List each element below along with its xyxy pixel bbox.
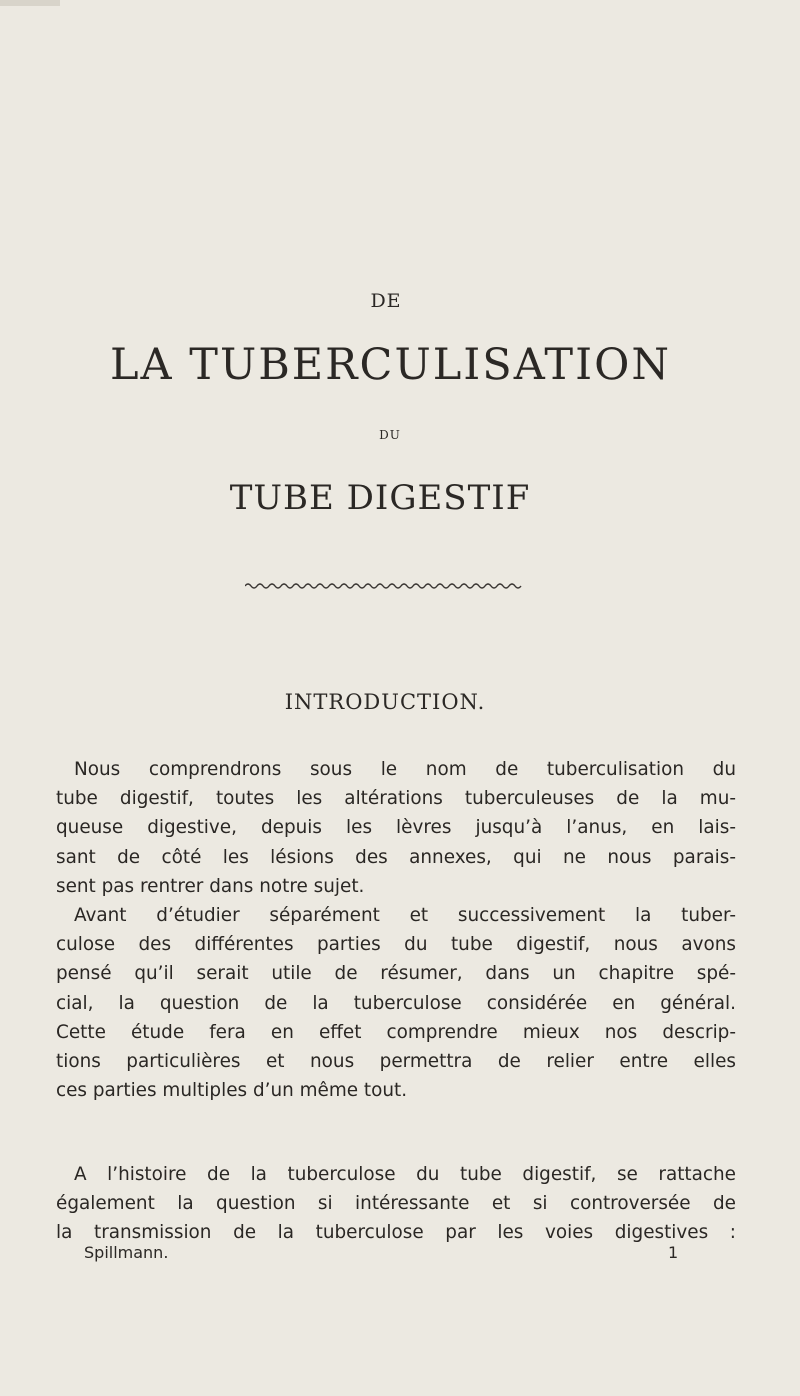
- paragraph-line: pensé qu’il serait utile de résumer, dans un chapitre spé-: [56, 963, 736, 985]
- paragraph-line: Avant d’étudier séparément et successivement la tuber-: [74, 905, 736, 926]
- wavy-rule-ornament: [245, 580, 523, 590]
- paragraph-line: tube digestif, toutes les altérations tuberculeuses de la mu-: [56, 788, 736, 810]
- paragraph-2: [56, 901, 736, 1105]
- page-number: 1: [668, 1243, 679, 1262]
- paragraph-3: [56, 1160, 736, 1248]
- paragraph-1: [56, 755, 736, 901]
- paragraph-line: A l’histoire de la tuberculose du tube digestif, se rattache: [74, 1164, 736, 1185]
- sub-title: TUBE DIGESTIF: [229, 478, 531, 518]
- paragraph-line: sant de côté les lésions des annexes, qui ne nous parais-: [56, 846, 736, 868]
- paragraph-line: culose des différentes parties du tube digestif, nous avons: [56, 934, 736, 956]
- title-connector: DU: [379, 428, 401, 442]
- page-edge: [0, 0, 60, 6]
- printer-signature: Spillmann.: [84, 1243, 169, 1262]
- paragraph-line: Nous comprendrons sous le nom de tuberculisation du: [74, 759, 736, 780]
- paragraph-line: queuse digestive, depuis les lèvres jusqu’à l’anus, en lais-: [56, 817, 736, 839]
- title-preposition: DE: [370, 290, 402, 312]
- main-title: LA TUBERCULISATION: [110, 340, 671, 390]
- paragraph-line: Cette étude fera en effet comprendre mieux nos descrip-: [56, 1021, 736, 1043]
- paragraph-line: la transmission de la tuberculose par les voies digestives :: [56, 1222, 736, 1244]
- paragraph-line: cial, la question de la tuberculose considérée en général.: [56, 992, 736, 1014]
- paragraph-line: sent pas rentrer dans notre sujet.: [56, 875, 365, 897]
- paragraph-line: tions particulières et nous permettra de relier entre elles: [56, 1051, 736, 1073]
- section-heading: INTRODUCTION.: [284, 690, 486, 714]
- paragraph-line: ces parties multiples d’un même tout.: [56, 1080, 408, 1102]
- paragraph-line: également la question si intéressante et si controversée de: [56, 1193, 736, 1215]
